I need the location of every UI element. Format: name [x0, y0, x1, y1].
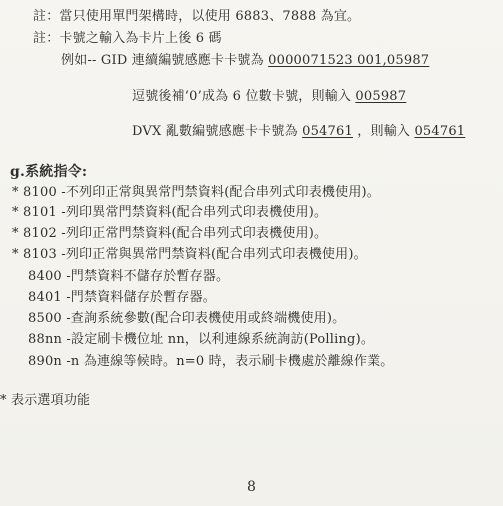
- note-card-number: [33, 30, 222, 47]
- page-number-text: 8: [247, 479, 256, 495]
- command-8102: * 8102 -列印正常門禁資料(配合串列式印表機使用)。: [12, 226, 328, 241]
- example-pad-zero: [132, 88, 406, 105]
- command-8500: 8500 -查詢系統參數(配合印表機使用或終端機使用)。: [28, 311, 346, 326]
- command-8400: 8400 -門禁資料不儲存於暫存器。: [28, 269, 230, 284]
- command-item: [28, 310, 345, 327]
- command-item: [28, 289, 216, 306]
- page-number: [0, 478, 503, 496]
- command-item: [12, 225, 327, 242]
- command-item: [12, 246, 367, 263]
- note-single-door: [33, 8, 360, 25]
- note-single-door-text: 註：當只使用單門架構時，以使用 6883、7888 為宜。: [33, 9, 361, 24]
- command-8100: * 8100 -不列印正常與異常門禁資料(配合串列式印表機使用)。: [12, 185, 380, 200]
- note-card-number-text: 註：卡號之輸入為卡片上後 6 碼: [33, 31, 222, 46]
- command-890n: 890n -n 為連線等候時。n=0 時，表示刷卡機處於離線作業。: [28, 354, 394, 369]
- example-gid: [61, 52, 429, 69]
- command-88nn: 88nn -設定刷卡機位址 nn，以利連線系統詢訪(Polling)。: [28, 332, 375, 347]
- footnote-text: * 表示選項功能: [0, 393, 91, 408]
- command-item: [28, 353, 393, 370]
- example-dvx: [132, 123, 465, 140]
- example-gid-prefix: 例如-- GID 連續編號感應卡卡號為: [61, 53, 264, 68]
- example-dvx-input-value: 054761: [414, 124, 466, 139]
- example-pad-zero-value: 005987: [355, 89, 407, 104]
- command-8401: 8401 -門禁資料儲存於暫存器。: [28, 290, 217, 305]
- example-dvx-value: 054761: [302, 124, 353, 139]
- command-8101: * 8101 -列印異常門禁資料(配合串列式印表機使用)。: [12, 205, 328, 220]
- example-dvx-middle: ，則輸入: [357, 124, 411, 139]
- footnote: [0, 392, 90, 409]
- example-dvx-prefix: DVX 亂數編號感應卡卡號為: [132, 124, 298, 139]
- command-8103: * 8103 -列印正常與異常門禁資料(配合串列式印表機使用)。: [12, 247, 367, 262]
- example-pad-zero-prefix: 逗號後補‘0’成為 6 位數卡號，則輸入: [132, 89, 352, 104]
- command-item: [12, 184, 380, 201]
- command-item: [28, 331, 374, 348]
- command-item: [28, 268, 229, 285]
- example-gid-value: 0000071523 001,05987: [268, 53, 430, 68]
- section-title: [10, 164, 87, 181]
- section-title-text: g.系統指令:: [10, 164, 88, 180]
- command-item: [12, 204, 327, 221]
